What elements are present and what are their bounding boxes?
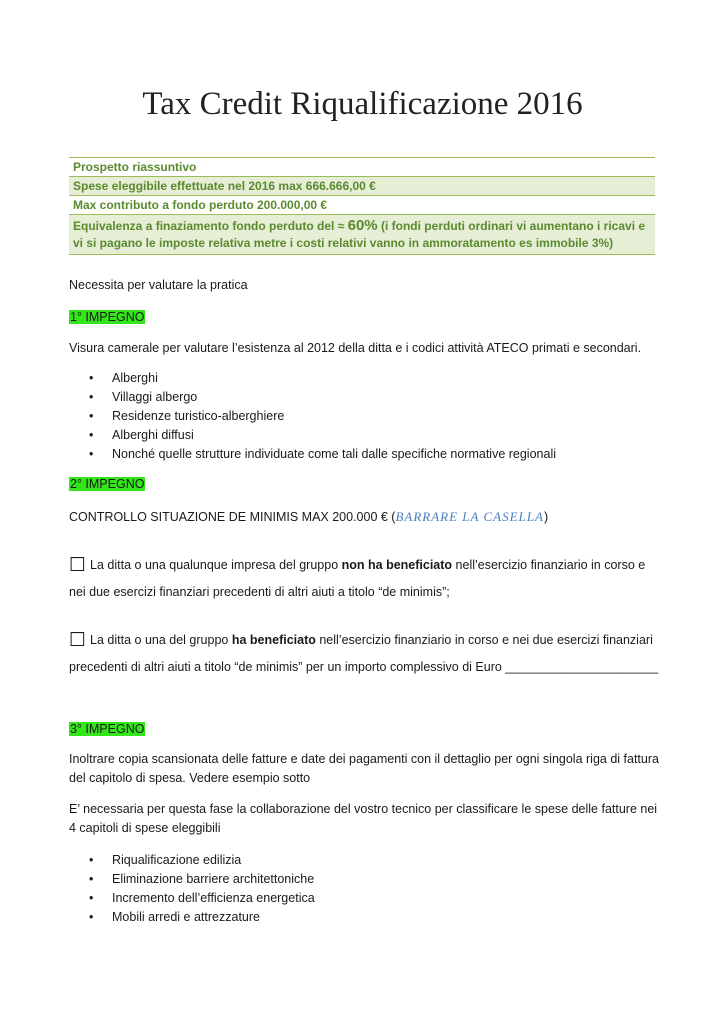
- summary-equivalenza: [69, 214, 655, 255]
- bullet-icon: •: [89, 447, 94, 461]
- checkbox-non-beneficiato[interactable]: ☐: [69, 555, 87, 576]
- bullet-icon: •: [89, 371, 94, 385]
- summary-table: [69, 157, 655, 255]
- equivalenza-percent: 60%: [347, 217, 378, 234]
- list-item: • Nonché quelle strutture individuate come tali dalle specifiche normative regionali: [69, 445, 556, 464]
- bullet-icon: •: [89, 853, 94, 867]
- impegno-3-list: [69, 851, 315, 927]
- impegno-2-heading: [69, 475, 145, 494]
- list-item: • Mobili arredi e attrezzature: [69, 908, 315, 927]
- bullet-icon: •: [89, 872, 94, 886]
- list-item: • Residenze turistico-alberghiere: [69, 407, 556, 426]
- summary-max: Max contributo a fondo perduto 200.000,00 €: [69, 195, 655, 214]
- intro-text: Necessita per valutare la pratica: [69, 278, 248, 292]
- impegno-1-label: 1° IMPEGNO: [70, 310, 145, 324]
- impegno-3-label: 3° IMPEGNO: [70, 722, 145, 736]
- checkbox-beneficiato[interactable]: ☐: [69, 630, 87, 651]
- bullet-icon: •: [89, 409, 94, 423]
- equivalenza-prefix: Equivalenza a finaziamento fondo perduto del ≈: [73, 219, 348, 233]
- impegno-3-text-2: E’ necessaria per questa fase la collaborazione del vostro tecnico per classificare le spese delle fatture nei 4 capitoli di spese eleggibili: [69, 802, 658, 835]
- list-item: • Villaggi albergo: [69, 388, 556, 407]
- bullet-icon: •: [89, 428, 94, 442]
- bullet-icon: •: [89, 390, 94, 404]
- option-non-beneficiato: ☐ La ditta o una qualunque impresa del gruppo non ha beneficiato nell’esercizio finanziario in corso e nei due esercizi finanziari precedenti di altri aiuti a titolo “de minimis”;: [69, 555, 646, 599]
- impegno-3-heading: [69, 720, 145, 739]
- impegno-1-text: Visura camerale per valutare l’esistenza al 2012 della ditta e i codici attività ATECO primati e secondari.: [69, 341, 642, 355]
- document-title: Tax Credit Riqualificazione 2016: [142, 86, 583, 122]
- impegno-1-heading: [69, 308, 145, 327]
- summary-spese: Spese eleggibile effettuate nel 2016 max 666.666,00 €: [69, 176, 655, 195]
- barrare-la-casella: BARRARE LA CASELLA: [395, 509, 544, 524]
- list-item: • Incremento dell’efficienza energetica: [69, 889, 315, 908]
- controllo-de-minimis: CONTROLLO SITUAZIONE DE MINIMIS MAX 200.000 € (BARRARE LA CASELLA): [69, 509, 549, 524]
- impegno-3-text-1: Inoltrare copia scansionata delle fatture e date dei pagamenti con il dettaglio per ogni singola riga di fattura del capitolo di spesa. Vedere esempio sotto: [69, 752, 659, 785]
- bullet-icon: •: [89, 891, 94, 905]
- summary-header: Prospetto riassuntivo: [69, 157, 655, 176]
- list-item: • Alberghi: [69, 369, 556, 388]
- equivalenza-note: (i fondi perduti ordinari vi aumentano i ricavi e vi si pagano le imposte relativa metre i costi relativi vanno in ammoratamento es immobile 3%): [73, 219, 646, 250]
- list-item: • Alberghi diffusi: [69, 426, 556, 445]
- list-item: • Eliminazione barriere architettoniche: [69, 870, 315, 889]
- impegno-2-label: 2° IMPEGNO: [70, 477, 145, 491]
- list-item: • Riqualificazione edilizia: [69, 851, 315, 870]
- option-beneficiato: ☐ La ditta o una del gruppo ha beneficiato nell’esercizio finanziario in corso e nei due esercizi finanziari precedenti di altri aiuti a titolo “de minimis” per un importo complessivo di Euro ______________________: [69, 630, 659, 674]
- impegno-1-list: [69, 369, 556, 464]
- bullet-icon: •: [89, 910, 94, 924]
